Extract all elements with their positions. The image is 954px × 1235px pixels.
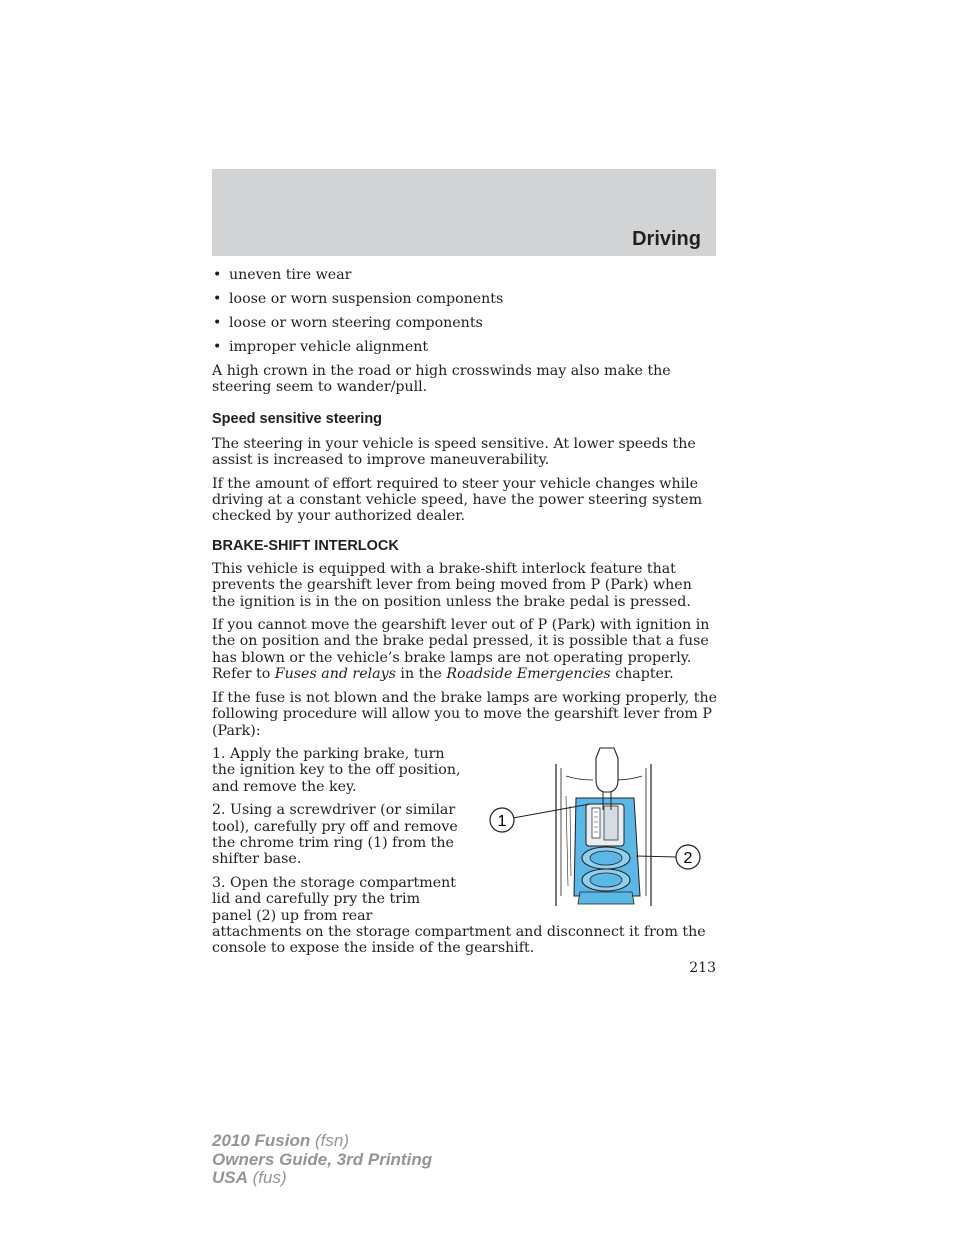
paragraph-interlock-2 [212, 617, 718, 683]
paragraph-speed-1: The steering in your vehicle is speed sensitive. At lower speeds the assist is increased to improve maneuverability. [212, 435, 696, 469]
footer-model: 2010 Fusion [212, 1131, 311, 1150]
heading-speed-sensitive: Speed sensitive steering [212, 410, 383, 427]
list-item: • improper vehicle alignment [212, 339, 718, 355]
footer-model-code: (fsn) [310, 1131, 349, 1150]
page-number: 213 [689, 960, 716, 976]
list-item: • loose or worn steering components [212, 315, 718, 331]
footer-line-3 [212, 1169, 432, 1188]
section-header-band [212, 169, 716, 256]
cause-list [212, 267, 718, 355]
footer-line-2: Owners Guide, 3rd Printing [212, 1149, 433, 1169]
document-footer [212, 1132, 432, 1188]
section-title: Driving [632, 228, 701, 250]
paragraph-interlock-3: If the fuse is not blown and the brake lamps are working properly, the following procedure will allow you to move the gearshift lever from P (Park): [212, 689, 717, 739]
console-drawing [468, 746, 718, 916]
list-item: • loose or worn suspension components [212, 291, 718, 307]
paragraph-crown: A high crown in the road or high crosswinds may also make the steering seem to wander/pull. [212, 363, 671, 396]
step-1: 1. Apply the parking brake, turn the ignition key to the off position, and remove the key. [212, 745, 461, 795]
text-run: chapter. [610, 666, 674, 683]
paragraph-speed-2: If the amount of effort required to steer your vehicle changes while driving at a constant vehicle speed, have the power steering system checked by your authorized dealer. [212, 475, 703, 525]
footer-market: USA [212, 1168, 248, 1187]
callout-2-label: 2 [683, 849, 693, 867]
procedure-block [212, 746, 718, 957]
reference-fuses-and-relays: Fuses and relays [274, 666, 396, 683]
heading-brake-shift-interlock: BRAKE-SHIFT INTERLOCK [212, 537, 399, 554]
gearshift-console-illustration [468, 746, 718, 916]
text-run: in the [395, 666, 447, 683]
step-2: 2. Using a screwdriver (or similar tool), carefully pry off and remove the chrome trim ring (1) from the shifter base. [212, 802, 458, 868]
callout-1-label: 1 [497, 812, 507, 830]
footer-line-1 [212, 1132, 432, 1151]
page-content [212, 267, 718, 957]
list-item: • uneven tire wear [212, 267, 718, 283]
text-run: If you cannot move the gearshift lever out of P (Park) with ignition in the on position and the brake pedal pressed, it is possible that a fuse has blown or the vehicle’s brake lamps are not operating properly. Refer to [212, 617, 710, 683]
footer-market-code: (fus) [247, 1168, 287, 1187]
reference-roadside-emergencies: Roadside Emergencies [446, 666, 611, 683]
step-3: 3. Open the storage compartment lid and carefully pry the trim panel (2) up from rear attachments on the storage compartment and disconnect it from the console to expose the inside of the gearshift. [212, 874, 706, 957]
paragraph-interlock-1: This vehicle is equipped with a brake-shift interlock feature that prevents the gearshift lever from being moved from P (Park) when the ignition is in the on position unless the brake pedal is pressed. [212, 560, 692, 610]
